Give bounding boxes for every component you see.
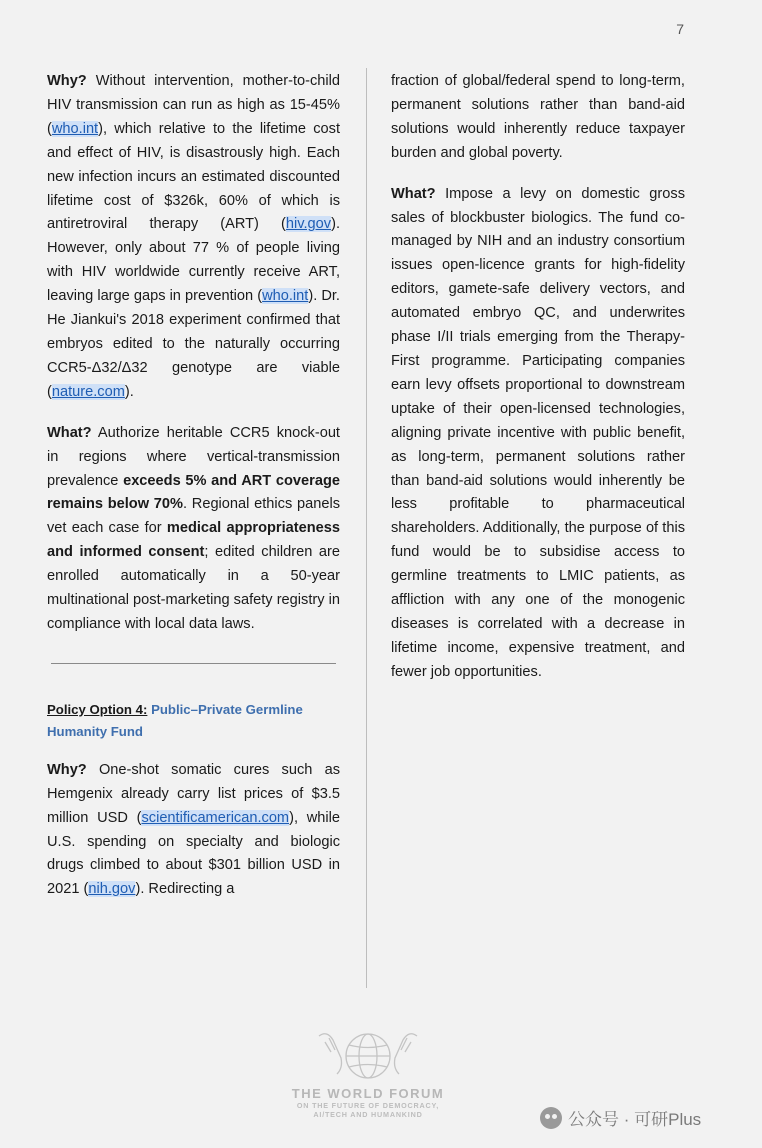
bold-text: exceeds 5% and ART coverage remains below 70% xyxy=(47,472,340,513)
wechat-watermark xyxy=(540,1105,701,1130)
text: ), while U.S. spending on specialty and biologic drugs climbed to about $301 billion USD in 2021 ( xyxy=(47,809,340,898)
wechat-icon xyxy=(540,1107,562,1129)
source-link-nature[interactable]: nature.com xyxy=(51,383,125,400)
why-paragraph-2 xyxy=(47,759,340,902)
text: ). Dr. He Jiankui's 2018 experiment confirmed that embryos edited to the naturally occurring CCR5-Δ32/Δ32 genotype are viable ( xyxy=(47,288,340,400)
logo-subtitle-2: AI/TECH AND HUMANKIND xyxy=(313,1110,423,1119)
text: Authorize heritable CCR5 knock-out in regions where vertical-transmission prevalence xyxy=(47,424,340,489)
what-paragraph-1 xyxy=(47,422,340,637)
left-column xyxy=(47,70,340,919)
text: ). xyxy=(124,383,134,400)
text: . Regional ethics panels vet each case for xyxy=(47,496,340,537)
watermark-text: 公众号 · 可研Plus xyxy=(568,1110,702,1129)
source-link-scientificamerican[interactable]: scientificamerican.com xyxy=(141,809,290,826)
why-label: Why? xyxy=(47,761,87,778)
column-divider xyxy=(366,68,367,988)
logo-subtitle-1: ON THE FUTURE OF DEMOCRACY, xyxy=(296,1101,440,1110)
continued-paragraph: fraction of global/federal spend to long-term, permanent solutions rather than band-aid solutions would inherently reduce taxpayer burden and global poverty. xyxy=(391,73,685,161)
source-link-who-2[interactable]: who.int xyxy=(262,288,309,305)
globe-hands-icon xyxy=(313,1028,423,1084)
what-paragraph-2 xyxy=(391,183,685,685)
source-link-nih[interactable]: nih.gov xyxy=(88,881,136,898)
source-link-who[interactable]: who.int xyxy=(51,120,99,137)
source-link-hiv[interactable]: hiv.gov xyxy=(285,216,332,233)
text: ), which relative to the lifetime cost and effect of HIV, is disastrously high. Each new infection incurs an estimated discounted lifetime cost of $326k, 60% of which is antiretroviral therapy (ART) ( xyxy=(47,120,340,233)
text: Without intervention, mother-to-child HIV transmission can run as high as 15-45% ( xyxy=(47,73,340,137)
bold-text: medical appropriateness and informed consent xyxy=(47,520,340,561)
what-label: What? xyxy=(47,424,92,441)
text: ). Redirecting a xyxy=(135,881,235,898)
text: ; edited children are enrolled automatically in a 50-year multinational post-marketing safety registry in compliance with local data laws. xyxy=(47,544,340,632)
policy-option-label: Policy Option 4: xyxy=(47,701,148,717)
world-forum-logo xyxy=(278,1028,458,1128)
what-label: What? xyxy=(391,185,436,202)
policy-option-title: Public–Private Germline Humanity Fund xyxy=(47,701,303,739)
text: One-shot somatic cures such as Hemgenix already carry list prices of $3.5 million USD ( xyxy=(47,761,340,826)
why-label: Why? xyxy=(47,73,87,89)
why-paragraph-1 xyxy=(47,70,340,405)
policy-option-heading xyxy=(47,699,340,743)
page-number: 7 xyxy=(676,21,684,37)
text: ). However, only about 77 % of people living with HIV worldwide currently receive ART, leaving large gaps in prevention ( xyxy=(47,216,340,305)
logo-title: THE WORLD FORUM xyxy=(291,1086,445,1101)
right-column xyxy=(391,70,685,702)
text: Impose a levy on domestic gross sales of blockbuster biologics. The fund co-managed by NIH and an industry consortium issues open-licence grants for high-fidelity editors, gamete-safe delivery vectors, and automated embryo QC, and underwrites phase I/II trials emerging from the Therapy-First programme. Participating companies earn levy offsets proportional to downstream uptake of their open-licensed technologies, aligning private incentive with public benefit, as long-term, permanent solutions rather than band-aid solutions would inherently be less profitable to pharmaceutical shareholders. Additionally, the purpose of this fund would be to subsidise access to germline treatments to LMIC patients, as affliction with any one of the monogenic diseases is correlated with a decrease in lifetime income, expensive treatment, and fewer job opportunities. xyxy=(391,185,685,680)
section-divider xyxy=(51,663,336,664)
